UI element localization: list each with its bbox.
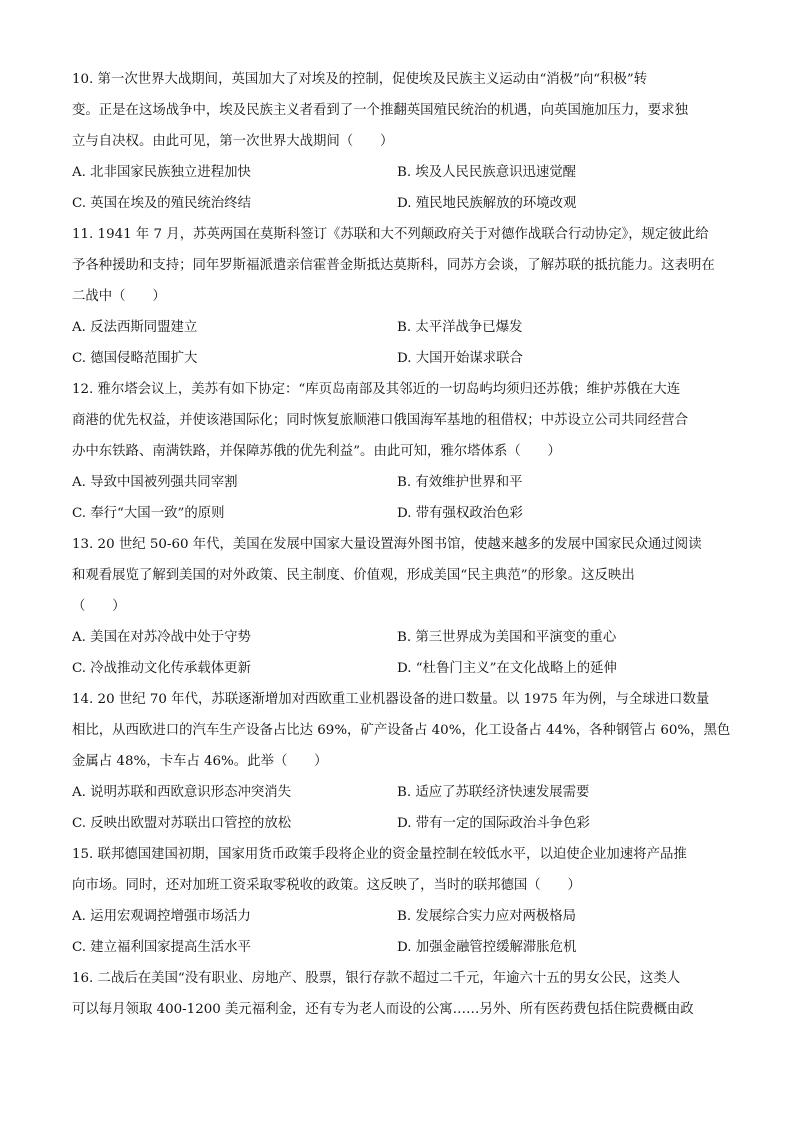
question-stem-line: 向市场。同时，还对加班工资采取零税收的政策。这反映了，当时的联邦德国（ ）: [72, 878, 581, 893]
question-12: [72, 374, 722, 529]
options-row: [72, 932, 722, 963]
question-stem-line: 二战中（ ）: [72, 289, 166, 304]
question-14: [72, 684, 731, 839]
question-stem-line: 13. 20 世纪 50-60 年代，美国在发展中国家大量设置海外图书馆，使越来越多的发展中国家民众通过阅读: [72, 537, 702, 552]
option-c: C. 冷战推动文化传承载体更新: [72, 661, 251, 676]
option-c: C. 反映出欧盟对苏联出口管控的放松: [72, 816, 292, 831]
option-c: C. 建立福利国家提高生活水平: [72, 940, 251, 955]
option-b: B. 发展综合实力应对两极格局: [397, 909, 577, 924]
options-row: [72, 343, 722, 374]
option-b: B. 有效维护世界和平: [397, 475, 523, 490]
options-row: [72, 901, 722, 932]
question-stem-line: 相比，从西欧进口的汽车生产设备占比达 69%，矿产设备占 40%，化工设备占 44%，各种钢管占 60%，黑色: [72, 723, 731, 738]
option-b: B. 埃及人民民族意识迅速觉醒: [397, 165, 577, 180]
question-stem-line: 立与自决权。由此可见，第一次世界大战期间（ ）: [72, 134, 394, 149]
option-c: C. 英国在埃及的殖民统治终结: [72, 196, 251, 211]
question-stem-line: 11. 1941 年 7 月，苏英两国在莫斯科签订《苏联和大不列颠政府关于对德作战联合行动协定》，规定彼此给: [72, 227, 709, 242]
option-a: A. 运用宏观调控增强市场活力: [72, 909, 251, 924]
options-row: [72, 157, 722, 188]
option-b: B. 太平洋战争已爆发: [397, 320, 523, 335]
option-d: D. 殖民地民族解放的环境改观: [397, 196, 577, 211]
options-row: [72, 498, 722, 529]
option-b: B. 第三世界成为美国和平演变的重心: [397, 630, 617, 645]
options-row: [72, 312, 722, 343]
option-a: A. 反法西斯同盟建立: [72, 320, 198, 335]
options-row: [72, 777, 722, 808]
question-stem-line: 商港的优先权益，并使该港国际化；同时恢复旅顺港口俄国海军基地的租借权；中苏设立公司共同经营合: [72, 413, 688, 428]
question-stem-line: 14. 20 世纪 70 年代，苏联逐渐增加对西欧重工业机器设备的进口数量。以 1975 年为例，与全球进口数量: [72, 692, 710, 707]
question-stem-line: 予各种援助和支持；同年罗斯福派遣亲信霍普金斯抵达莫斯科，同苏方会谈，了解苏联的抵抗能力。这表明在: [72, 258, 715, 273]
question-stem-line: 可以每月领取 400-1200 美元福利金，还有专为老人而设的公寓……另外、所有医药费包括住院费概由政: [72, 1002, 694, 1017]
question-11: [72, 219, 722, 374]
options-row: [72, 467, 722, 498]
question-stem-line: 15. 联邦德国建国初期，国家用货币政策手段将企业的资金量控制在较低水平，以迫使企业加速将产品推: [72, 847, 687, 862]
option-c: C. 奉行“大国一致”的原则: [72, 506, 225, 521]
exam-page: [72, 64, 731, 1025]
option-d: D. 带有强权政治色彩: [397, 506, 523, 521]
question-stem-line: 办中东铁路、南满铁路，并保障苏俄的优先利益”。由此可知，雅尔塔体系（ ）: [72, 444, 561, 459]
options-row: [72, 622, 722, 653]
question-13: [72, 529, 722, 684]
question-stem-line: 变。正是在这场战争中，埃及民族主义者看到了一个推翻英国殖民统治的机遇，向英国施加压力，要求独: [72, 103, 688, 118]
option-a: A. 说明苏联和西欧意识形态冲突消失: [72, 785, 292, 800]
option-c: C. 德国侵略范围扩大: [72, 351, 198, 366]
option-a: A. 导致中国被列强共同宰割: [72, 475, 238, 490]
question-stem-line: （ ）: [72, 599, 126, 614]
question-stem-line: 金属占 48%，卡车占 46%。此举（ ）: [72, 754, 328, 769]
question-stem-line: 16. 二战后在美国“没有职业、房地产、股票，银行存款不超过二千元，年逾六十五的男女公民，这类人: [72, 971, 681, 986]
option-a: A. 美国在对苏冷战中处于守势: [72, 630, 251, 645]
question-10: [72, 64, 722, 219]
options-row: [72, 188, 722, 219]
question-16: [72, 963, 722, 1025]
option-d: D. 大国开始谋求联合: [397, 351, 523, 366]
option-b: B. 适应了苏联经济快速发展需要: [397, 785, 590, 800]
option-d: D. 带有一定的国际政治斗争色彩: [397, 816, 590, 831]
question-stem-line: 12. 雅尔塔会议上，美苏有如下协定：“库页岛南部及其邻近的一切岛屿均须归还苏俄；维护苏俄在大连: [72, 382, 681, 397]
question-stem-line: 和观看展览了解到美国的对外政策、民主制度、价值观，形成美国“民主典范”的形象。这反映出: [72, 568, 635, 583]
option-a: A. 北非国家民族独立进程加快: [72, 165, 251, 180]
options-row: [72, 653, 722, 684]
option-d: D. 加强金融管控缓解滞胀危机: [397, 940, 577, 955]
question-stem-line: 10. 第一次世界大战期间，英国加大了对埃及的控制，促使埃及民族主义运动由“消极”向“积极”转: [72, 72, 648, 87]
options-row: [72, 808, 722, 839]
question-15: [72, 839, 722, 963]
option-d: D. “杜鲁门主义”在文化战略上的延伸: [397, 661, 617, 676]
